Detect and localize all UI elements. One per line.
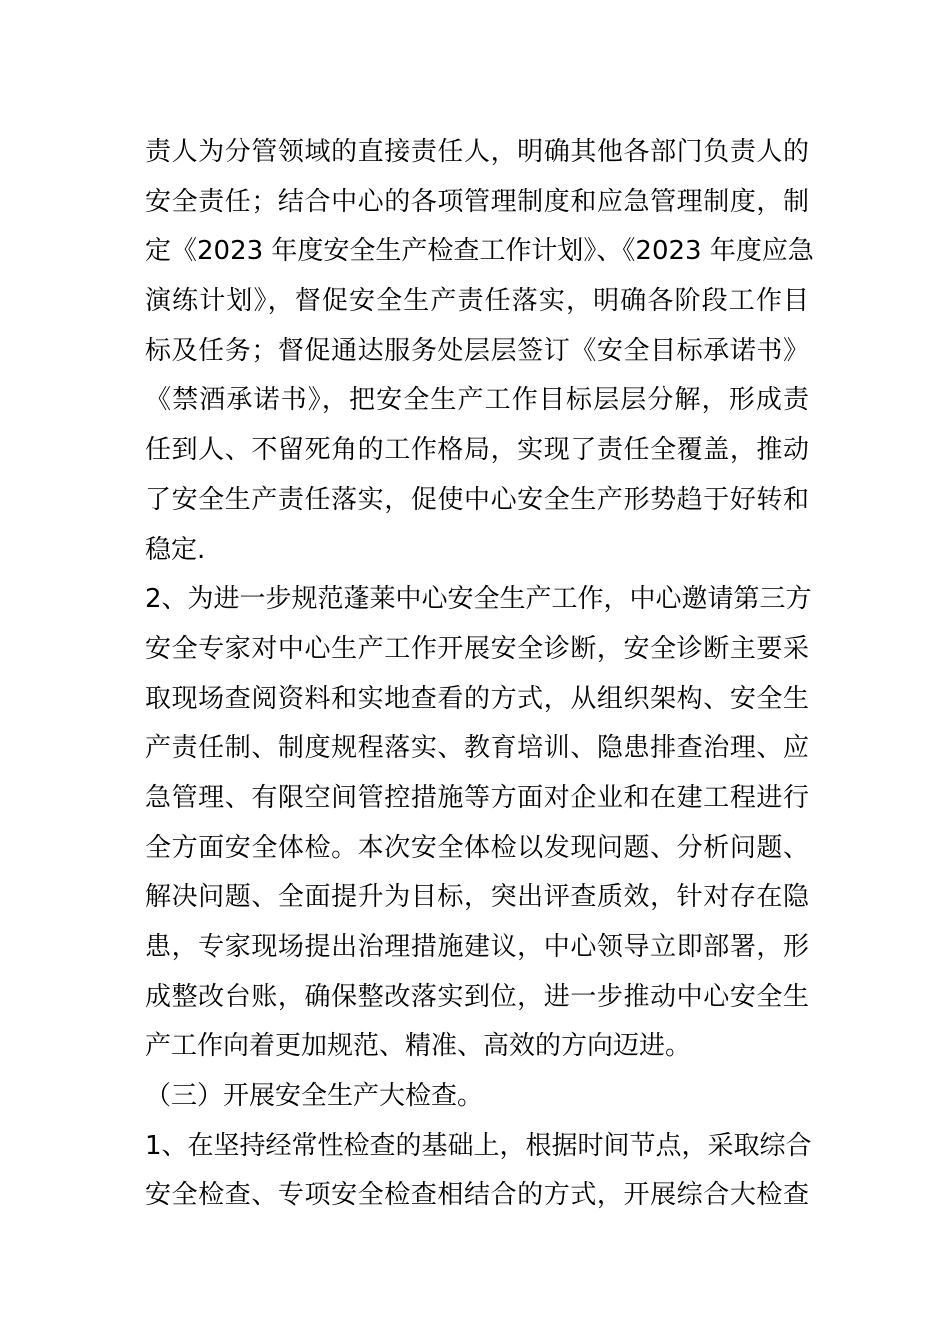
text-line: 成整改台账，确保整改落实到位，进一步推动中心安全生 (145, 981, 809, 1012)
text-line: 《禁酒承诺书》，把安全生产工作目标层层分解，形成责 (145, 385, 809, 416)
document-body (145, 128, 814, 1221)
text-line: 演练计划》，督促安全生产责任落实，明确各阶段工作目 (145, 286, 809, 317)
text-line: 安全专家对中心生产工作开展安全诊断，安全诊断主要采 (145, 633, 809, 664)
text-line: 任到人、不留死角的工作格局，实现了责任全覆盖，推动 (145, 435, 809, 466)
text-line: 全方面安全体检。本次安全体检以发现问题、分析问题、 (145, 832, 809, 863)
text-line: 了安全生产责任落实，促使中心安全生产形势趋于好转和 (145, 484, 809, 515)
text-line: 2、为进一步规范蓬莱中心安全生产工作，中心邀请第三方 (145, 584, 812, 615)
text-line: 安全责任；结合中心的各项管理制度和应急管理制度，制 (145, 186, 809, 217)
text-line: 急管理、有限空间管控措施等方面对企业和在建工程进行 (145, 782, 809, 813)
text-line: 取现场查阅资料和实地查看的方式，从组织架构、安全生 (145, 683, 809, 714)
section-heading: （三）开展安全生产大检查。 (145, 1081, 484, 1112)
text-line: 产工作向着更加规范、精准、高效的方向迈进。 (145, 1031, 692, 1062)
text-line: 解决问题、全面提升为目标，突出评查质效，针对存在隐 (145, 882, 809, 913)
text-line: 责人为分管领域的直接责任人，明确其他各部门负责人的 (145, 137, 809, 167)
text-line: 安全检查、专项安全检查相结合的方式，开展综合大检查 (145, 1180, 809, 1211)
text-line: 产责任制、制度规程落实、教育培训、隐患排查治理、应 (145, 733, 809, 764)
text-line: 1、在坚持经常性检查的基础上，根据时间节点，采取综合 (145, 1130, 812, 1161)
text-line: 患，专家现场提出治理措施建议，中心领导立即部署，形 (145, 932, 809, 962)
text-line: 稳定. (145, 534, 206, 565)
text-line: 定《2023 年度安全生产检查工作计划》、《2023 年度应急 (145, 236, 814, 267)
text-line: 标及任务；督促通达服务处层层签订《安全目标承诺书》 (145, 335, 809, 366)
